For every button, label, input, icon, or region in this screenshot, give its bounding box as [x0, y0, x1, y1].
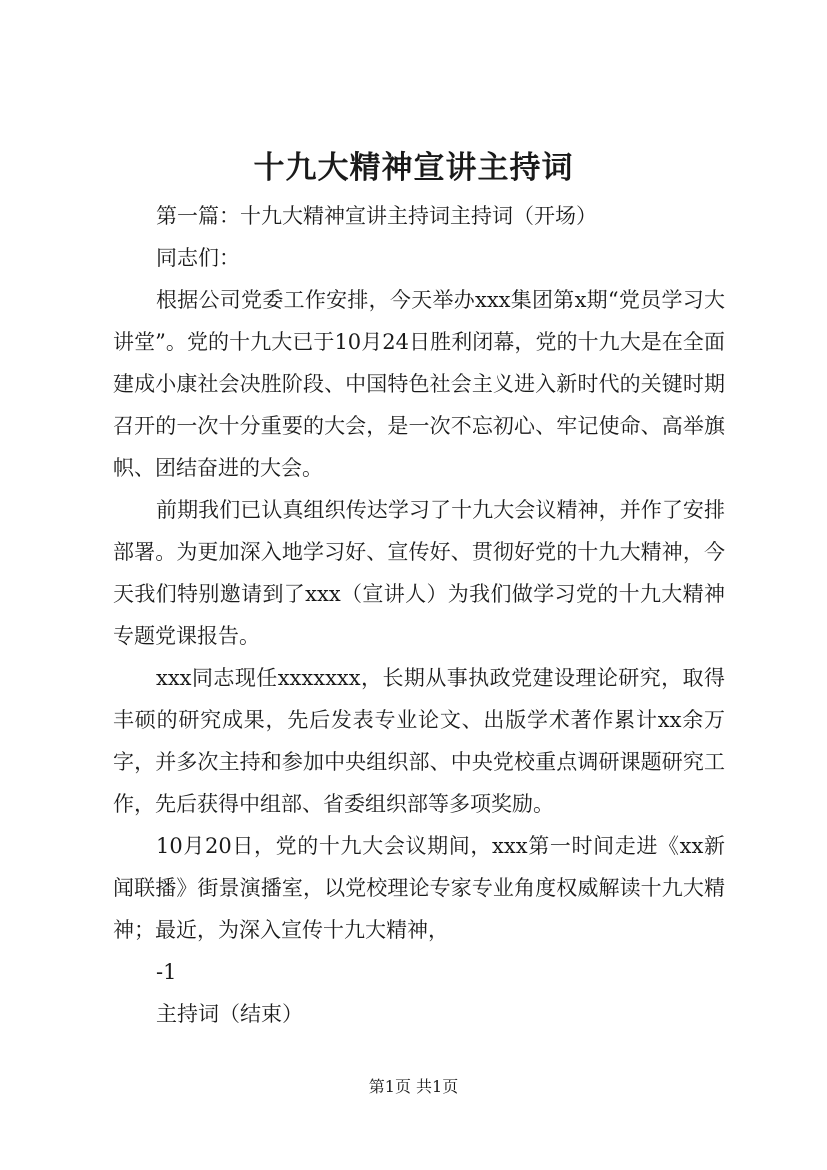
section-heading: 第一篇：十九大精神宣讲主持词主持词（开场）: [156, 204, 597, 228]
page-marker: -1: [156, 960, 177, 984]
paragraph-2: 前期我们已认真组织传达学习了十九大会议精神，并作了安排部署。为更加深入地学习好、宣传好、贯彻好党的十九大精神，今天我们特别邀请到了xxx（宣讲人）为我们做学习党的十九大精神专题党课报告。: [113, 498, 725, 648]
page-footer: 第1页 共1页: [368, 1077, 459, 1096]
paragraph-3: xxx同志现任xxxxxxx，长期从事执政党建设理论研究，取得丰硕的研究成果，先后发表专业论文、出版学术著作累计xx余万字，并多次主持和参加中央组织部、中央党校重点调研课题研究工作，先后获得中组部、省委组织部等多项奖励。: [113, 666, 725, 816]
paragraph-1: 根据公司党委工作安排，今天举办xxx集团第x期“党员学习大讲堂”。党的十九大已于10月24日胜利闭幕，党的十九大是在全面建成小康社会决胜阶段、中国特色社会主义进入新时代的关键时期召开的一次十分重要的大会，是一次不忘初心、牢记使命、高举旗帜、团结奋进的大会。: [113, 288, 725, 480]
paragraph-4: 10月20日，党的十九大会议期间，xxx第一时间走进《xx新闻联播》街景演播室，以党校理论专家专业角度权威解读十九大精神；最近，为深入宣传十九大精神，: [113, 834, 725, 942]
document-body: [113, 195, 725, 1035]
document-title: 十九大精神宣讲主持词: [253, 150, 574, 186]
closing-heading: 主持词（结束）: [156, 1002, 303, 1026]
salutation: 同志们：: [156, 246, 240, 270]
